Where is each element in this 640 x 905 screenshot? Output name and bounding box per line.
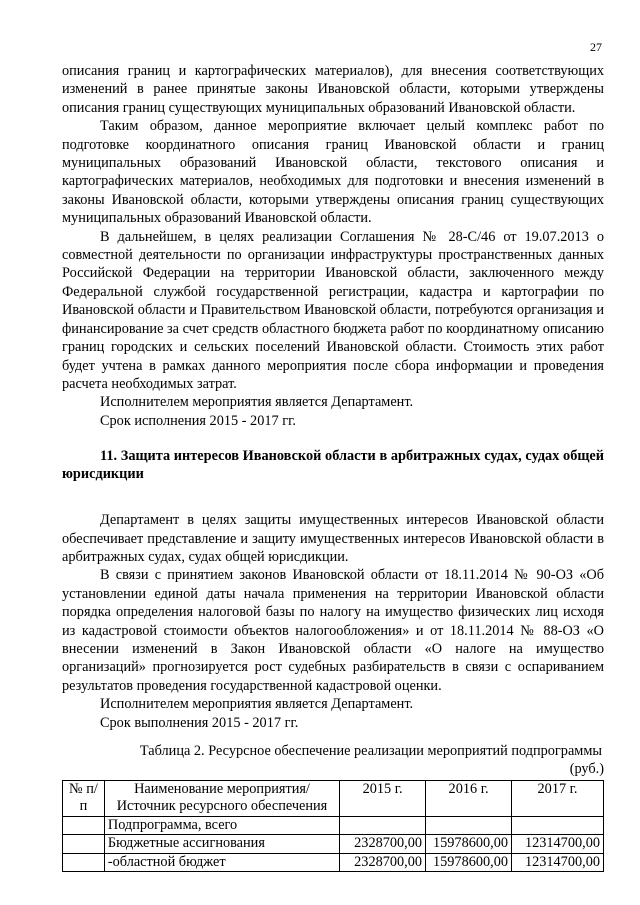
table-cell: 15978600,00 — [426, 853, 512, 872]
header-2016: 2016 г. — [426, 780, 512, 816]
table-cell — [63, 835, 105, 854]
table-cell: 12314700,00 — [512, 853, 604, 872]
section-heading: 11. Защита интересов Ивановской области в арбитражных судах, судах общей юрисдикции — [62, 448, 604, 483]
table-unit: (руб.) — [569, 761, 604, 778]
header-number: № п/п — [63, 780, 105, 816]
paragraph: Департамент в целях защиты имущественных интересов Ивановской области обеспечивает представление и защиту имущественных интересов Ивановской области в арбитражных судах, судах общей юрисдикции. — [62, 512, 604, 565]
paragraph: В дальнейшем, в целях реализации Соглашения № 28-С/46 от 19.07.2013 о совместной деятельности по организации инфраструктуры пространственных данных Российской Федерации на территории Ивановской области, заключенного между Федеральной службой государственной регистрации, кадастра и картографии по Ивановской области и Правительством Ивановской области, потребуются организация и финансирование за счет средств областного бюджета работ по координатному описанию границ городских и сельских поселений Ивановской области. Стоимость этих работ будет учтена в рамках данного мероприятия после сбора информации и проведения расчета необходимых затрат. — [62, 228, 604, 392]
paragraph: Исполнителем мероприятия является Департамент. — [100, 394, 414, 411]
table-cell — [63, 816, 105, 835]
table-row — [63, 835, 604, 854]
table-cell: 15978600,00 — [426, 835, 512, 854]
table-caption: Таблица 2. Ресурсное обеспечение реализации мероприятий подпрограммы — [139, 743, 602, 759]
page-number: 27 — [590, 40, 602, 54]
table-body — [63, 816, 604, 872]
table-row — [63, 853, 604, 872]
table-cell: -областной бюджет — [104, 853, 339, 872]
header-2017: 2017 г. — [512, 780, 604, 816]
resource-table — [62, 780, 604, 873]
paragraph: Срок выполнения 2015 - 2017 гг. — [100, 714, 299, 731]
paragraph: Таким образом, данное мероприятие включает целый комплекс работ по подготовке координатного описания границ Ивановской области и границ муниципальных образований Ивановской области, текстового описания и картографических материалов, необходимых для подготовки и внесения изменений в законы Ивановской области, которыми утверждены описания границ существующих муниципальных образований Ивановской области. — [62, 118, 604, 227]
paragraphs-top — [62, 62, 604, 430]
table-cell: 2328700,00 — [340, 853, 426, 872]
table-cell — [340, 816, 426, 835]
table-cell — [512, 816, 604, 835]
paragraph: описания границ и картографических материалов), для внесения соответствующих изменений в ранее принятые законы Ивановской области, которыми утверждены описания границ существующих муниципальных образований Ивановской области. — [62, 63, 604, 116]
header-name: Наименование мероприятия/Источник ресурсного обеспечения — [104, 780, 339, 816]
table-row — [63, 816, 604, 835]
paragraph: В связи с принятием законов Ивановской области от 18.11.2014 № 90-ОЗ «Об установлении единой даты начала применения на территории Ивановской области порядка определения налоговой базы по налогу на имущество физических лиц исходя из кадастровой стоимости объектов налогообложения» и от 18.11.2014 № 88-ОЗ «О внесении изменений в Закон Ивановской области «О налоге на имущество организаций» прогнозируется рост судебных разбирательств в связи с оспариванием результатов проведения государственной кадастровой оценки. — [62, 567, 604, 694]
table-cell — [63, 853, 105, 872]
table-cell: 2328700,00 — [340, 835, 426, 854]
paragraphs-bottom — [62, 511, 604, 732]
table-cell: Бюджетные ассигнования — [104, 835, 339, 854]
table-cell: Подпрограмма, всего — [104, 816, 339, 835]
paragraph: Срок исполнения 2015 - 2017 гг. — [100, 412, 296, 429]
header-2015: 2015 г. — [340, 780, 426, 816]
table-cell — [426, 816, 512, 835]
document-body — [62, 62, 604, 872]
paragraph: Исполнителем мероприятия является Департамент. — [100, 696, 414, 713]
table-cell: 12314700,00 — [512, 835, 604, 854]
table-header-row — [63, 780, 604, 816]
